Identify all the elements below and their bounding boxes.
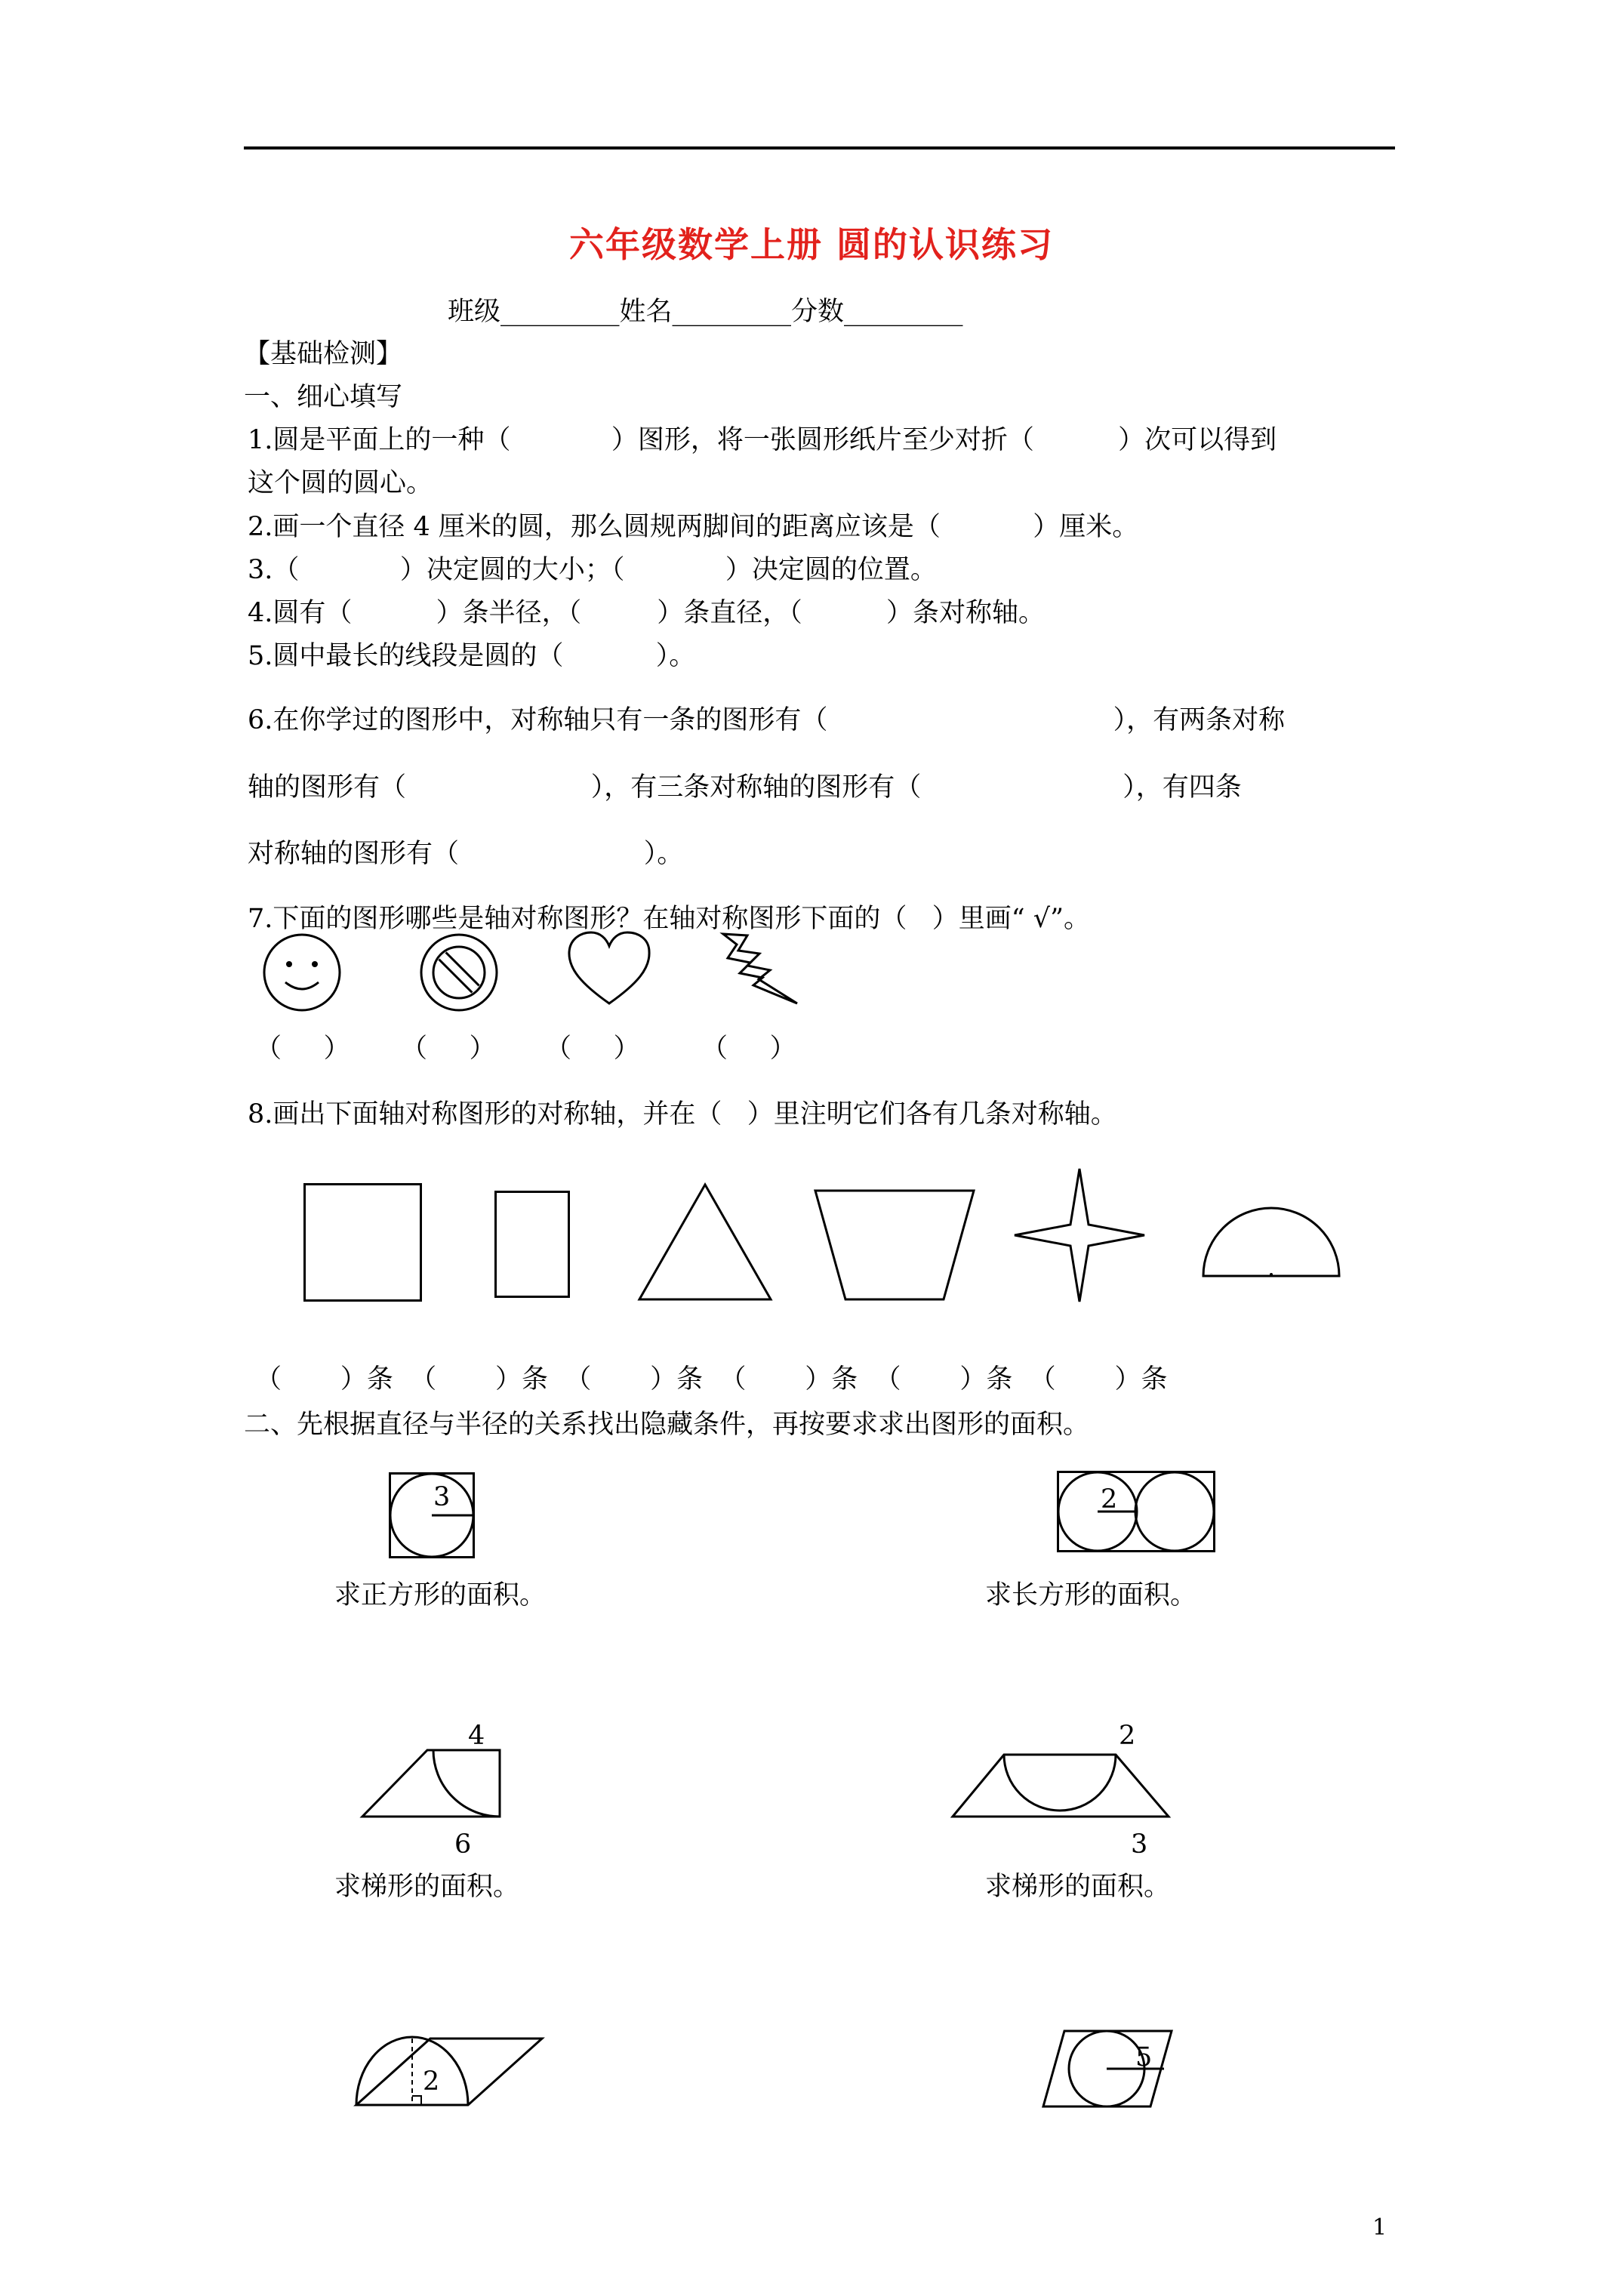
square-with-circle-figure	[389, 1472, 475, 1558]
q8-rectangle-shape	[494, 1191, 570, 1298]
trapezoid2-bottom-label: 3	[1131, 1829, 1148, 1860]
trapezoid1-top-label: 4	[468, 1721, 485, 1751]
rhombus-radius-label: 5	[1135, 2042, 1153, 2073]
question-6-line-1: 6.在你学过的图形中，对称轴只有一条的图形有（ ），有两条对称	[248, 705, 1286, 735]
trapezoid-with-semicircle-figure	[951, 1753, 1170, 1818]
task-trapezoid-2-area: 求梯形的面积。	[985, 1872, 1171, 1902]
question-1-line-2: 这个圆的圆心。	[248, 468, 433, 498]
heart-icon	[566, 931, 653, 1006]
parallelogram-with-semicircle-figure	[355, 2037, 544, 2106]
question-8: 8.画出下面轴对称图形的对称轴，并在（ ）里注明它们各有几条对称轴。	[248, 1099, 1117, 1130]
question-4: 4.圆有（ ）条半径，（ ）条直径，（ ）条对称轴。	[248, 598, 1046, 628]
rhombus-with-circle-figure	[1042, 2029, 1173, 2108]
header-rule	[244, 146, 1395, 149]
rectangle-with-two-circles-figure	[1057, 1471, 1215, 1552]
page-number: 1	[1372, 2214, 1387, 2241]
task-square-area: 求正方形的面积。	[334, 1580, 547, 1610]
task-trapezoid-1-area: 求梯形的面积。	[334, 1872, 520, 1902]
part2-heading: 二、先根据直径与半径的关系找出隐藏条件，再按要求求出图形的面积。	[244, 1410, 1090, 1440]
question-2: 2.画一个直径 4 厘米的圆，那么圆规两脚间的距离应该是（ ）厘米。	[248, 512, 1139, 542]
square-radius-label: 3	[433, 1482, 451, 1512]
q7-answer-2: （ ）	[401, 1034, 496, 1064]
q7-answer-4: （ ）	[701, 1034, 796, 1064]
q8-trapezoid-shape	[814, 1189, 975, 1301]
trapezoid2-top-label: 2	[1119, 1721, 1136, 1751]
rectangle-radius-label: 2	[1101, 1484, 1118, 1515]
trapezoid1-bottom-label: 6	[454, 1829, 472, 1860]
q8-square-shape	[303, 1183, 422, 1302]
question-1-line-1: 1.圆是平面上的一种（ ）图形，将一张圆形纸片至少对折（ ）次可以得到	[248, 425, 1277, 455]
q8-answer-row: （ ）条 （ ）条 （ ）条 （ ）条 （ ）条 （ ）条	[255, 1364, 1168, 1395]
student-info-line: 班级_________姓名_________分数_________	[448, 297, 963, 327]
section-basic-heading: 【基础检测】	[244, 339, 403, 369]
no-entry-sign-icon	[417, 931, 500, 1014]
q7-answer-3: （ ）	[545, 1034, 640, 1064]
trapezoid-with-quarter-circle-figure	[361, 1749, 501, 1818]
parallelogram1-height-label: 2	[423, 2066, 440, 2097]
q8-triangle-shape	[638, 1183, 772, 1301]
q7-answer-1: （ ）	[255, 1034, 350, 1064]
lightning-bolt-icon	[717, 931, 800, 1006]
question-6-line-2: 轴的图形有（ ），有三条对称轴的图形有（ ），有四条	[248, 772, 1242, 803]
question-3: 3.（ ）决定圆的大小；（ ）决定圆的位置。	[248, 555, 937, 585]
question-5: 5.圆中最长的线段是圆的（ ）。	[248, 641, 696, 671]
question-6-line-3: 对称轴的图形有（ ）。	[248, 839, 684, 869]
page-title: 六年级数学上册 圆的认识练习	[568, 224, 1054, 265]
q8-four-point-star-shape	[1013, 1167, 1146, 1303]
smiley-face-icon	[260, 931, 343, 1014]
task-rectangle-area: 求长方形的面积。	[985, 1580, 1197, 1610]
q8-semicircle-shape	[1202, 1207, 1341, 1279]
part1-heading: 一、细心填写	[244, 382, 403, 412]
question-7: 7.下面的图形哪些是轴对称图形？在轴对称图形下面的（ ）里画“ √”。	[248, 904, 1090, 934]
